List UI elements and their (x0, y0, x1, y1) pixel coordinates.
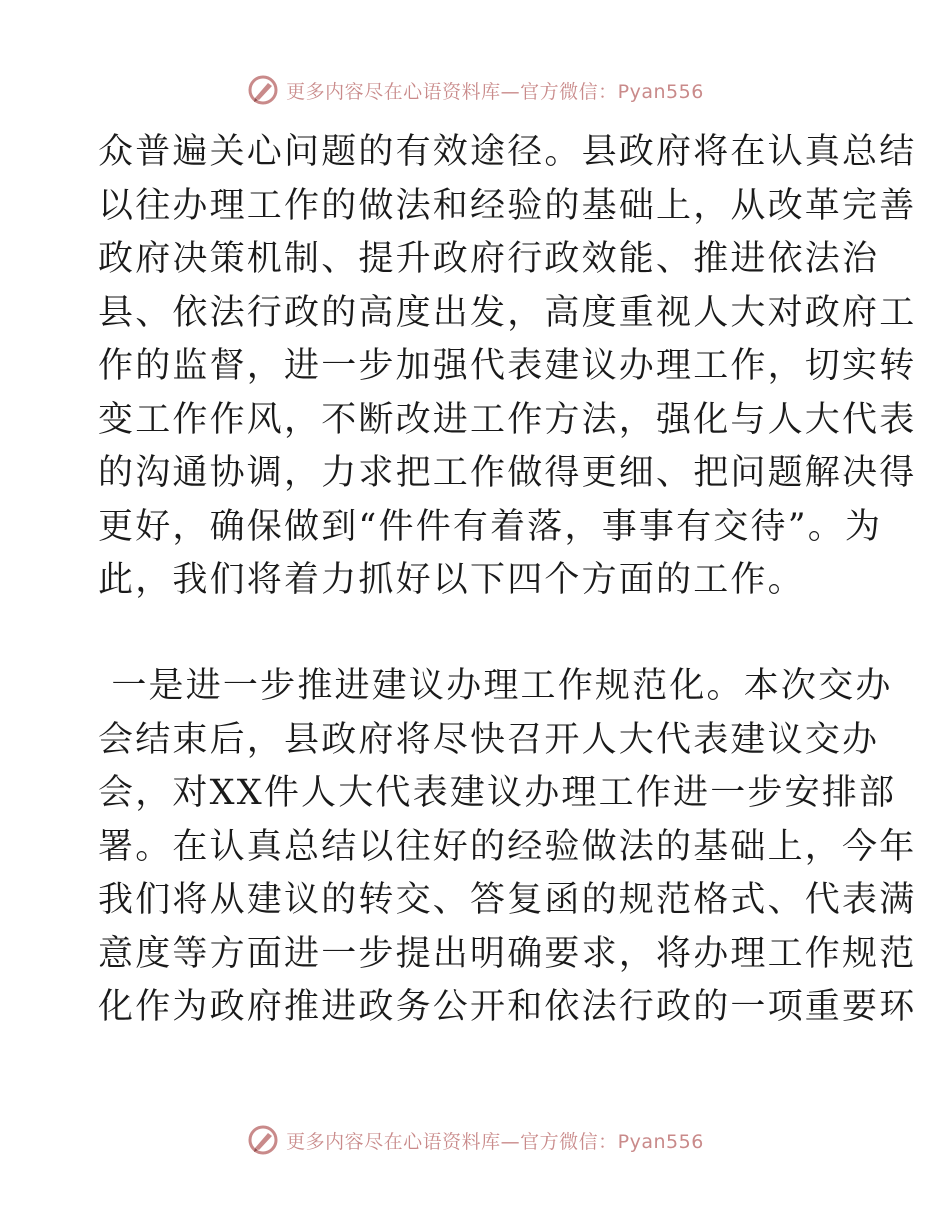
header-watermark-text: 更多内容尽在心语资料库—官方微信：Pyan556 (286, 80, 704, 103)
body-paragraph-2 (98, 660, 917, 1035)
body-paragraph-1 (98, 126, 917, 608)
footer-watermark-banner (0, 1122, 950, 1158)
header-watermark-banner (0, 72, 950, 108)
pen-logo-icon (246, 1123, 280, 1157)
text-line: 化作为政府推进政务公开和依法行政的一项重要环 (98, 987, 917, 1027)
text-line: 署。在认真总结以往好的经验做法的基础上，今年 (98, 826, 917, 867)
text-line: 的沟通协调，力求把工作做得更细、把问题解决得 (98, 453, 917, 493)
text-line: 会结束后，县政府将尽快召开人大代表建议交办 (98, 719, 880, 760)
text-line: 我们将从建议的转交、答复函的规范格式、代表满 (98, 880, 917, 920)
text-line: 政府决策机制、提升政府行政效能、推进依法治 (98, 239, 880, 279)
text-line: 作的监督，进一步加强代表建议办理工作，切实转 (98, 346, 917, 386)
text-line: 一是进一步推进建议办理工作规范化。本次交办 (98, 666, 893, 706)
text-line: 此，我们将着力抓好以下四个方面的工作。 (98, 560, 805, 600)
text-line: 意度等方面进一步提出明确要求，将办理工作规范 (98, 933, 917, 974)
pen-logo-icon (246, 73, 280, 107)
text-line: 以往办理工作的做法和经验的基础上，从改革完善 (98, 185, 917, 226)
footer-watermark-text: 更多内容尽在心语资料库—官方微信：Pyan556 (286, 1130, 704, 1153)
text-line: 县、依法行政的高度出发，高度重视人大对政府工 (98, 292, 917, 333)
text-line: 众普遍关心问题的有效途径。县政府将在认真总结 (98, 132, 917, 172)
text-line: 更好，确保做到“件件有着落，事事有交待”。为 (98, 506, 883, 547)
text-line: 变工作作风，不断改进工作方法，强化与人大代表 (98, 399, 917, 440)
text-line: 会，对XX件人大代表建议办理工作进一步安排部 (98, 773, 897, 813)
